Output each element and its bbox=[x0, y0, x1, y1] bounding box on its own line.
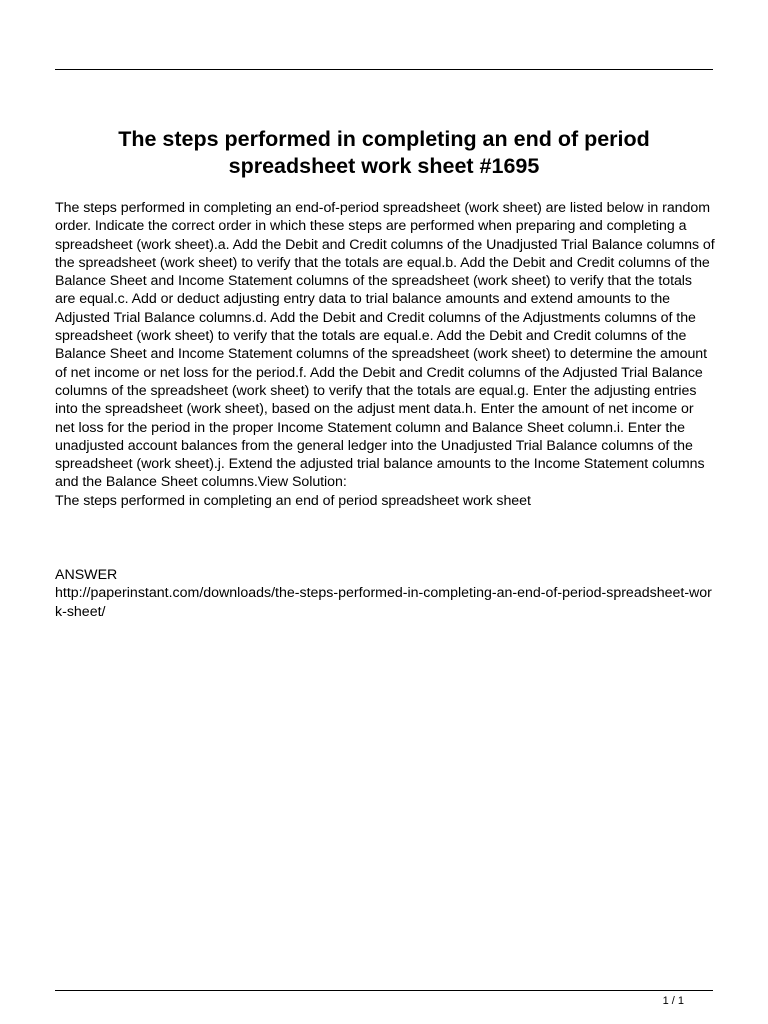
footer-divider bbox=[55, 990, 713, 991]
answer-section bbox=[55, 566, 715, 621]
answer-label: ANSWER bbox=[55, 567, 118, 583]
document-title: The steps performed in completing an end of period spreadsheet work sheet #1695 bbox=[118, 127, 650, 178]
body-summary-line: The steps performed in completing an end of period spreadsheet work sheet bbox=[55, 492, 531, 509]
header-divider bbox=[55, 69, 713, 70]
page-number: 1 / 1 bbox=[662, 995, 684, 1007]
document-body bbox=[55, 199, 715, 510]
body-paragraph: The steps performed in completing an end-of-period spreadsheet (work sheet) are listed below in random order. Indicate the correct order in which these steps are performed when preparing and completing a spreadsheet (work sheet).a. Add the Debit and Credit columns of the Unadjusted Trial Balance columns of the spreadsheet (work sheet) to verify that the totals are equal.b. Add the Debit and Credit columns of the Balance Sheet and Income Statement columns of the spreadsheet (work sheet) to verify that the totals are equal.c. Add or deduct adjusting entry data to trial balance amounts and extend amounts to the Adjusted Trial Balance columns.d. Add the Debit and Credit columns of the Adjustments columns of the spreadsheet (work sheet) to verify that the totals are equal.e. Add the Debit and Credit columns of the Balance Sheet and Income Statement columns of the spreadsheet (work sheet) to determine the amount of net income or net loss for the period.f. Add the Debit and Credit columns of the Adjusted Trial Balance columns of the spreadsheet (work sheet) to verify that the totals are equal.g. Enter the adjusting entries into the spreadsheet (work sheet), based on the adjust ment data.h. Enter the amount of net income or net loss for the period in the proper Income Statement column and Balance Sheet column.i. Enter the unadjusted account balances from the general ledger into the Unadjusted Trial Balance columns of the spreadsheet (work sheet).j. Extend the adjusted trial balance amounts to the Income Statement columns and the Balance Sheet columns.View Solution: bbox=[55, 200, 715, 491]
answer-url[interactable]: http://paperinstant.com/downloads/the-steps-performed-in-completing-an-end-of-period-spreadsheet-work-sheet/ bbox=[55, 585, 712, 620]
